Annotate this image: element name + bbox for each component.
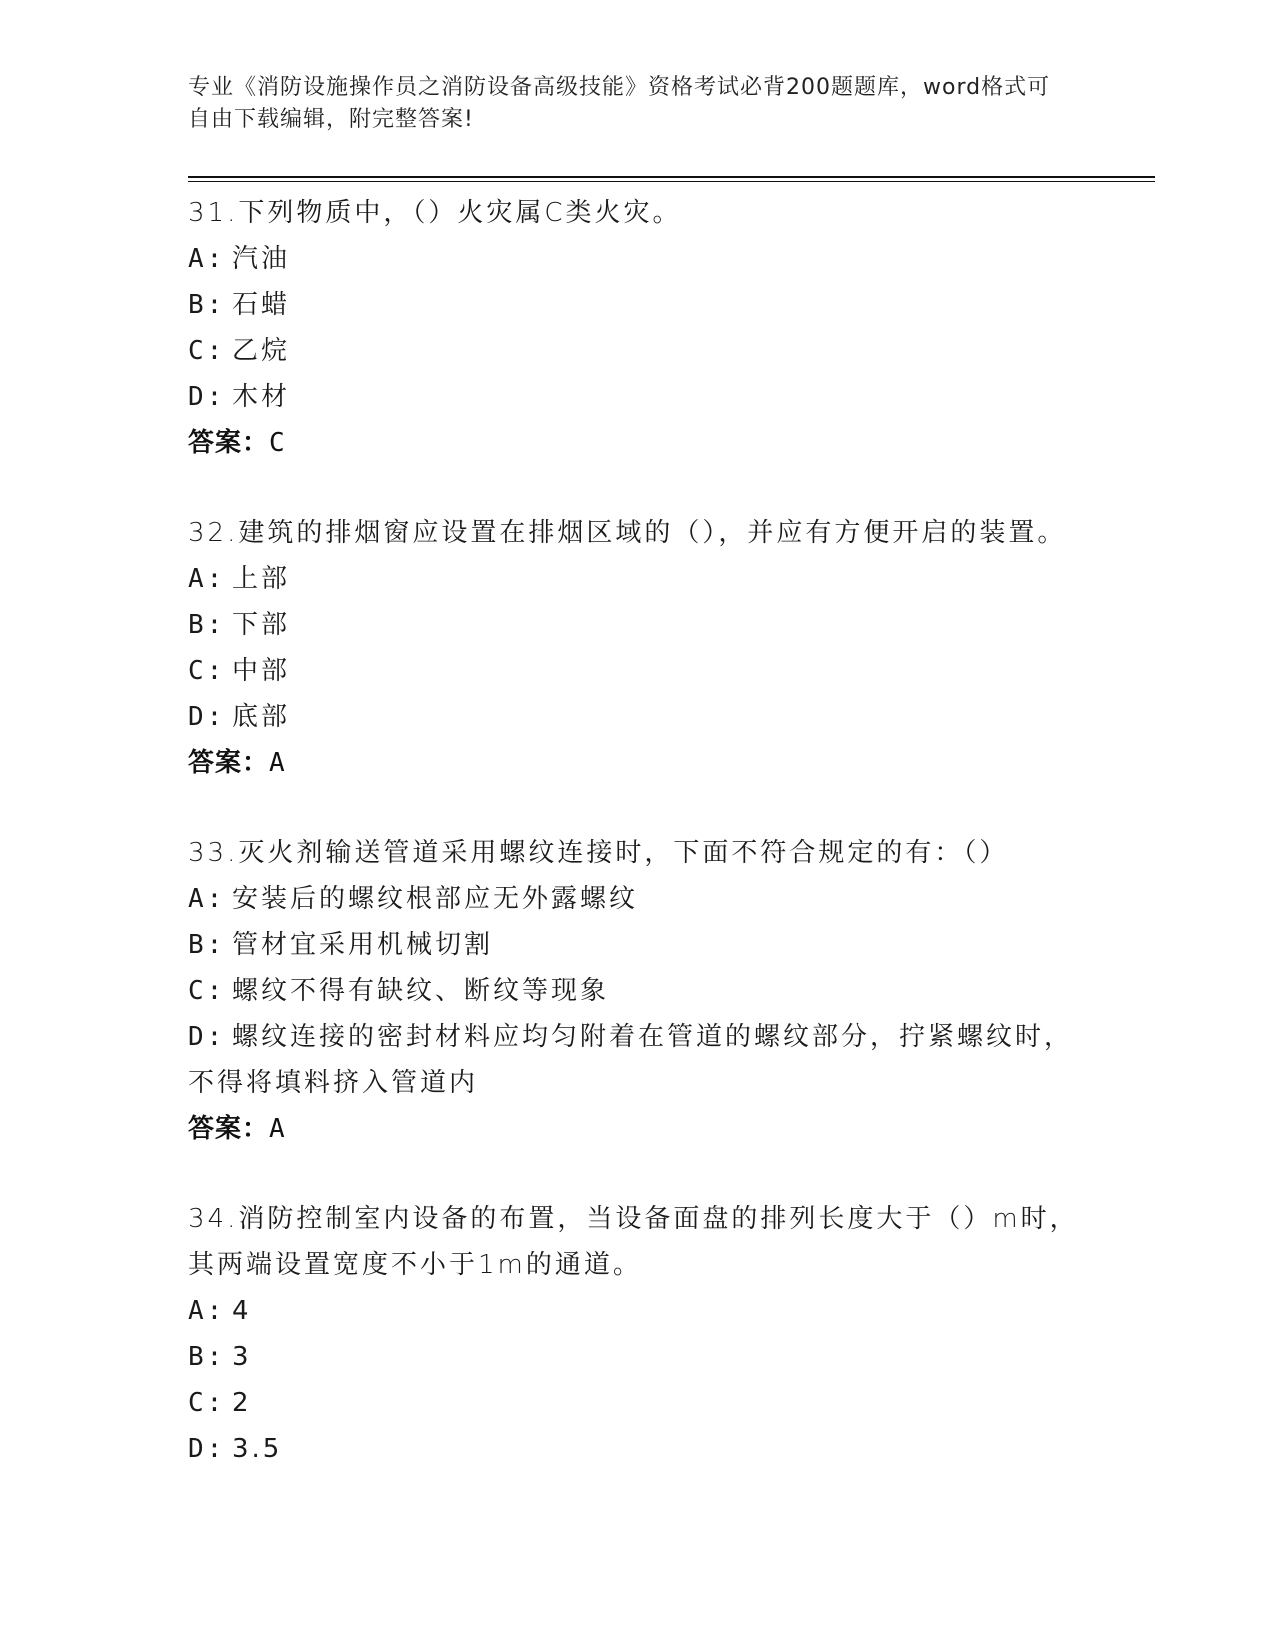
option-letter: D:: [188, 1022, 226, 1052]
answer-line: [188, 420, 1088, 466]
option-b: [188, 282, 1088, 328]
option-letter: D:: [188, 382, 226, 412]
option-letter: A:: [188, 1296, 226, 1326]
document-intro: 专业《消防设施操作员之消防设备高级技能》资格考试必背200题题库，word格式可自由下载编辑，附完整答案!: [188, 75, 1051, 132]
option-d: [188, 1426, 1088, 1472]
option-a: [188, 1288, 1088, 1334]
option-letter: A:: [188, 564, 226, 594]
option-text: 上部: [232, 564, 291, 594]
option-letter: D:: [188, 1434, 226, 1464]
header-rule-thin: [188, 181, 1155, 182]
question-stem: 33.灭火剂输送管道采用螺纹连接时，下面不符合规定的有：（）: [188, 838, 1009, 868]
answer-line: [188, 1106, 1088, 1152]
option-text: 下部: [232, 610, 291, 640]
option-letter: A:: [188, 884, 226, 914]
header-rule-thick: [188, 176, 1155, 178]
option-text: 底部: [232, 702, 291, 732]
option-b: [188, 922, 1088, 968]
option-a: [188, 236, 1088, 282]
answer-value: C: [269, 428, 286, 458]
option-text: 螺纹不得有缺纹、断纹等现象: [232, 976, 610, 1006]
question-31: [188, 190, 1088, 466]
option-text: 汽油: [232, 244, 291, 274]
option-text: 2: [232, 1388, 252, 1418]
question-list: [188, 190, 1088, 1472]
question-33: [188, 830, 1088, 1152]
option-c: [188, 328, 1088, 374]
option-b: [188, 1334, 1088, 1380]
question-stem: 31.下列物质中，（）火灾属C类火灾。: [188, 198, 682, 228]
option-letter: B:: [188, 1342, 226, 1372]
option-text: 4: [232, 1296, 252, 1326]
option-text: 木材: [232, 382, 291, 412]
answer-value: A: [269, 748, 286, 778]
option-a: [188, 876, 1088, 922]
option-text: 安装后的螺纹根部应无外露螺纹: [232, 884, 639, 914]
option-letter: D:: [188, 702, 226, 732]
option-d: [188, 374, 1088, 420]
question-34: [188, 1196, 1088, 1472]
option-c: [188, 648, 1088, 694]
question-stem: 34.消防控制室内设备的布置，当设备面盘的排列长度大于（）m时，其两端设置宽度不小于1m的通道。: [188, 1204, 1079, 1280]
option-d: [188, 694, 1088, 740]
answer-line: [188, 740, 1088, 786]
option-text: 管材宜采用机械切割: [232, 930, 494, 960]
option-c: [188, 1380, 1088, 1426]
option-letter: C:: [188, 336, 226, 366]
option-d: [188, 1014, 1088, 1106]
option-text: 石蜡: [232, 290, 291, 320]
option-letter: B:: [188, 930, 226, 960]
option-c: [188, 968, 1088, 1014]
option-text: 螺纹连接的密封材料应均匀附着在管道的螺纹部分，拧紧螺纹时，不得将填料挤入管道内: [188, 1022, 1074, 1098]
option-text: 中部: [232, 656, 291, 686]
option-text: 3: [232, 1342, 252, 1372]
option-text: 乙烷: [232, 336, 291, 366]
answer-label: 答案：: [188, 1114, 270, 1144]
answer-label: 答案：: [188, 748, 270, 778]
option-a: [188, 556, 1088, 602]
option-b: [188, 602, 1088, 648]
question-stem: 32.建筑的排烟窗应设置在排烟区域的（），并应有方便开启的装置。: [188, 518, 1067, 548]
option-letter: B:: [188, 290, 226, 320]
option-letter: C:: [188, 976, 226, 1006]
question-32: [188, 510, 1088, 786]
option-letter: B:: [188, 610, 226, 640]
answer-value: A: [269, 1114, 286, 1144]
option-text: 3.5: [232, 1434, 283, 1464]
answer-label: 答案：: [188, 428, 270, 458]
option-letter: C:: [188, 1388, 226, 1418]
option-letter: A:: [188, 244, 226, 274]
option-letter: C:: [188, 656, 226, 686]
